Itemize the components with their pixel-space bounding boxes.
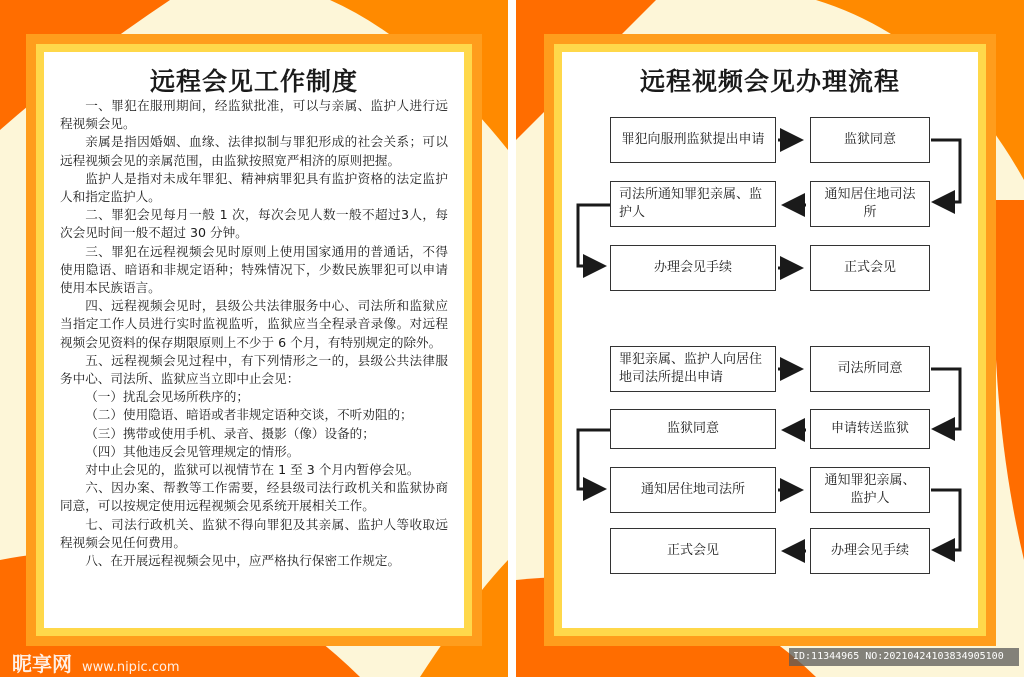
watermark-url: www.nipic.com	[82, 660, 180, 675]
rule-paragraph: 五、远程视频会见过程中，有下列情形之一的，县级公共法律服务中心、司法所、监狱应当立即中止会见：	[60, 352, 448, 387]
flow1-step-procedures: 办理会见手续	[610, 245, 776, 291]
rule-paragraph: 一、罪犯在服刑期间，经监狱批准，可以与亲属、监护人进行远程视频会见。	[60, 98, 448, 132]
left-poster	[0, 0, 508, 677]
flow1-step-notify-relatives: 司法所通知罪犯亲属、监护人	[610, 181, 776, 227]
rule-paragraph: 监护人是指对未成年罪犯、精神病罪犯具有监护资格的法定监护人和指定监护人。	[60, 170, 448, 205]
flow1-step-prison-approve: 监狱同意	[810, 117, 930, 163]
panel-divider	[508, 0, 516, 677]
rule-paragraph: 亲属是指因婚姻、血缘、法律拟制与罪犯形成的社会关系；可以远程视频会见的亲属范围，由监狱按照宽严相济的原则把握。	[60, 134, 448, 168]
rule-paragraph: 七、司法行政机关、监狱不得向罪犯及其亲属、监护人等收取远程视频会见任何费用。	[60, 516, 448, 550]
watermark-brand	[12, 648, 180, 677]
flow1-step-notify-justice-office: 通知居住地司法所	[810, 181, 930, 227]
rule-subitem: （三）携带或使用手机、录音、摄影（像）设备的；	[85, 425, 375, 441]
flow2-step-notify-relatives: 通知罪犯亲属、监护人	[810, 467, 930, 513]
rule-subitem: （四）其他违反会见管理规定的情形。	[85, 443, 300, 459]
rule-paragraph: 六、因办案、帮教等工作需要，经县级司法行政机关和监狱协商同意，可以按规定使用远程视频会见系统开展相关工作。	[60, 480, 448, 514]
rule-subitem: （二）使用隐语、暗语或者非规定语种交谈，不听劝阻的；	[85, 407, 413, 423]
flow2-step-formal-meeting: 正式会见	[610, 528, 776, 574]
flow1-step-formal-meeting: 正式会见	[810, 245, 930, 291]
flow1-step-apply: 罪犯向服刑监狱提出申请	[610, 117, 776, 163]
flow2-step-office-approve: 司法所同意	[810, 346, 930, 392]
right-poster	[516, 0, 1024, 677]
flow2-step-relatives-apply: 罪犯亲属、监护人向居住地司法所提出申请	[610, 346, 776, 392]
right-title: 远程视频会见办理流程	[639, 67, 900, 96]
watermark-brand-text: 昵享网	[12, 652, 72, 676]
rule-paragraph: 对中止会见的，监狱可以视情节在 1 至 3 个月内暂停会见。	[85, 462, 420, 478]
flow2-step-prison-approve: 监狱同意	[610, 409, 776, 449]
rule-paragraph: 二、罪犯会见每月一般 1 次，每次会见人数一般不超过3人，每次会见时间一般不超过 30 分钟。	[60, 207, 448, 241]
rule-paragraph: 四、远程视频会见时，县级公共法律服务中心、司法所和监狱应当指定工作人员进行实时监视监听，监狱应当全程录音录像。对远程视频会见资料的保存期限原则上不少于 6 个月，有特别规定的除外。	[60, 298, 448, 350]
rule-paragraph: 三、罪犯在远程视频会见时原则上使用国家通用的普通话，不得使用隐语、暗语和非规定语种；特殊情况下，少数民族罪犯可以申请使用本民族语言。	[60, 243, 448, 296]
image-id-bar: ID:11344965 NO:20210424103834905100	[789, 648, 1019, 666]
flow2-step-notify-office: 通知居住地司法所	[610, 467, 776, 513]
rules-text	[60, 97, 448, 570]
rule-subitem: （一）扰乱会见场所秩序的；	[85, 389, 249, 405]
flow2-step-forward-prison: 申请转送监狱	[810, 409, 930, 449]
rule-paragraph: 八、在开展远程视频会见中，应严格执行保密工作规定。	[85, 553, 401, 569]
left-title: 远程会见工作制度	[149, 67, 358, 96]
flow2-step-procedures: 办理会见手续	[810, 528, 930, 574]
